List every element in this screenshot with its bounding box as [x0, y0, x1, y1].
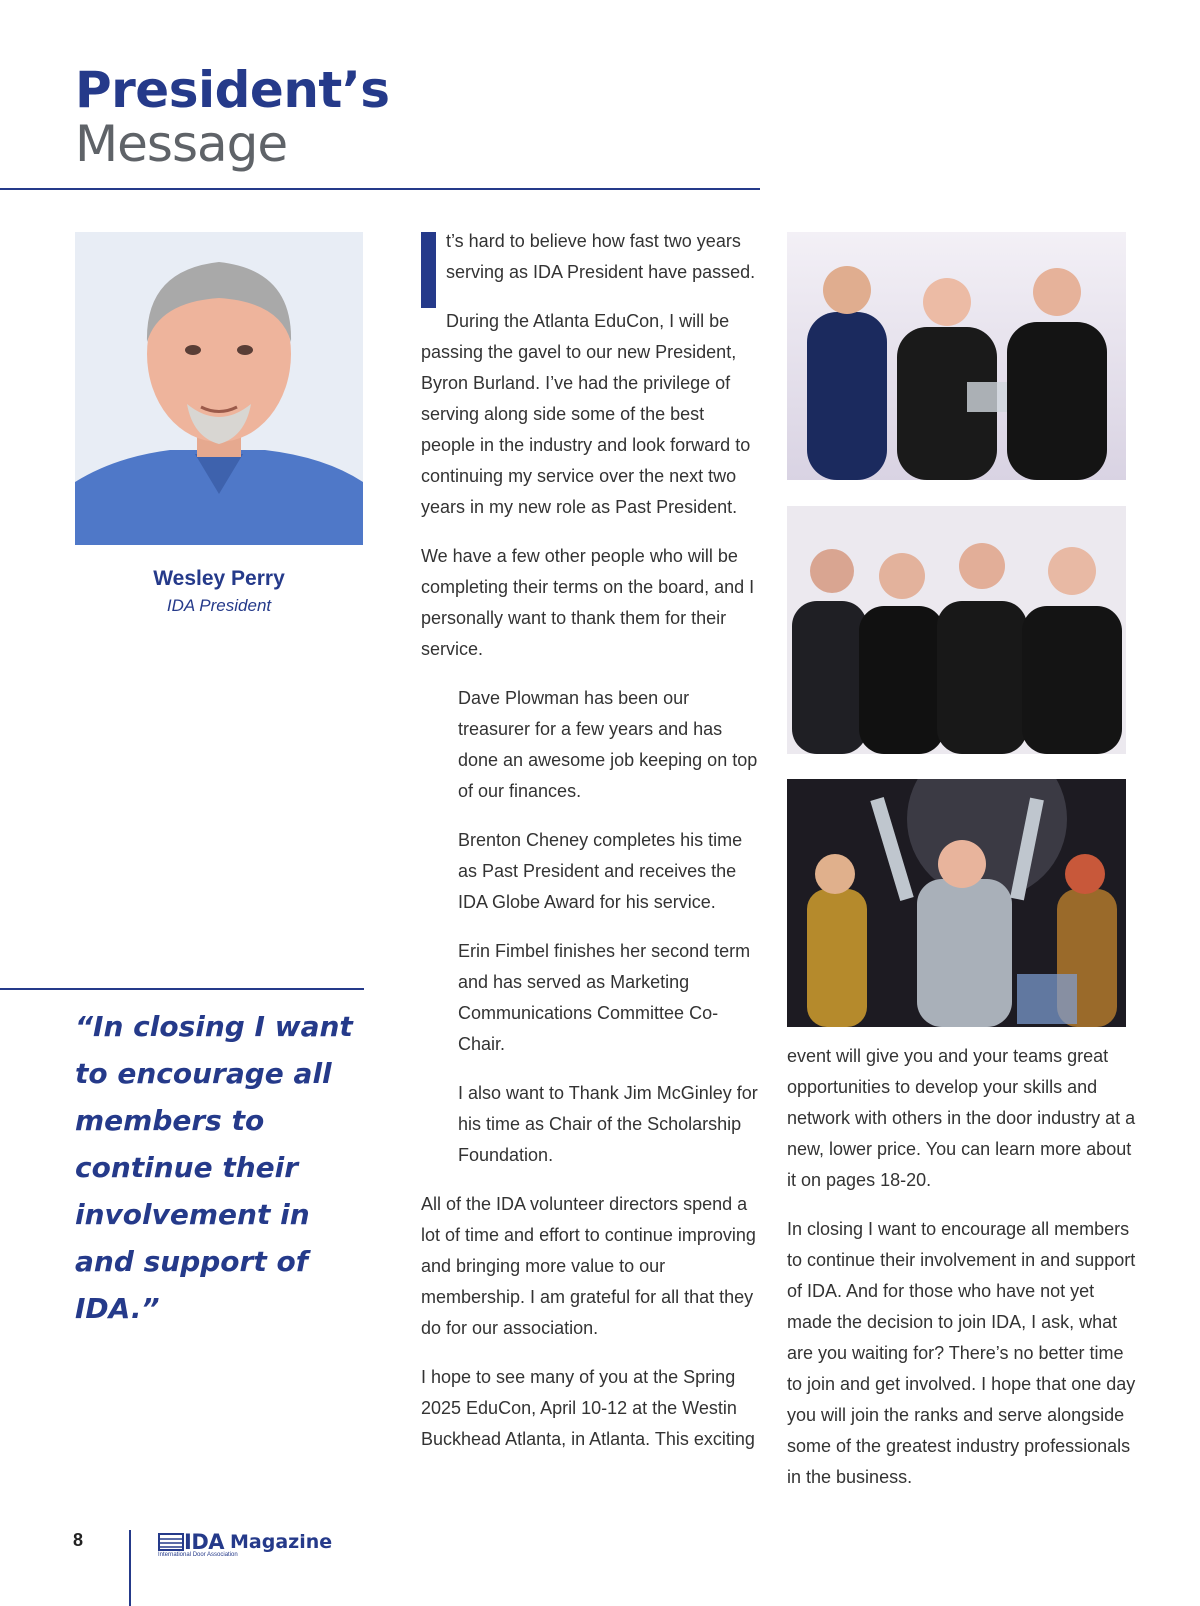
door-icon	[158, 1533, 184, 1551]
thanks-item: Brenton Cheney completes his time as Past President and receives the IDA Globe Award for his service.	[458, 830, 743, 912]
logo-ida-text: IDA	[184, 1530, 224, 1554]
president-portrait	[75, 232, 363, 545]
title-light: Message	[75, 115, 288, 173]
drop-cap-bar	[421, 232, 436, 308]
intro-text: t’s hard to believe how fast two years serving as IDA President have passed.	[446, 231, 756, 282]
thanks-item: I also want to Thank Jim McGinley for his time as Chair of the Scholarship Foundation.	[458, 1083, 758, 1165]
article-paragraph: In closing I want to encourage all members to continue their involvement in and support of IDA. And for those who have not yet made the decision to join IDA, I ask, what are you waiting for? There’s no better time to join and get involved. I hope that one day you will join the ranks and serve alongside some of the greatest industry professionals in the business.	[787, 1219, 1136, 1487]
president-name: Wesley Perry	[153, 567, 285, 590]
quote-divider	[0, 988, 364, 990]
footer-divider	[129, 1530, 131, 1606]
logo-subtext: International Door Association	[158, 1552, 238, 1558]
ida-magazine-logo	[158, 1530, 332, 1558]
article-paragraph: event will give you and your teams great opportunities to develop your skills and network with others in the door industry at a new, lower price. You can learn more about it on pages 18-20.	[787, 1046, 1136, 1190]
title-divider	[0, 188, 760, 190]
article-paragraph: I hope to see many of you at the Spring 2025 EduCon, April 10-12 at the Westin Buckhead Atlanta, in Atlanta. This exciting	[421, 1367, 755, 1449]
title-bold: President’s	[75, 61, 390, 119]
thanks-item: Dave Plowman has been our treasurer for a few years and has done an awesome job keeping on top of our finances.	[458, 688, 758, 801]
article-column-1	[421, 226, 761, 1473]
article-paragraph: We have a few other people who will be completing their terms on the board, and I personally want to thank them for their service.	[421, 546, 755, 659]
event-photo-award	[787, 232, 1126, 480]
president-role: IDA President	[166, 596, 272, 615]
page-title	[75, 61, 390, 173]
intro-paragraph	[421, 226, 761, 288]
article-paragraph: All of the IDA volunteer directors spend a lot of time and effort to continue improving and bringing more value to our membership. I am grateful for all that they do for our association.	[421, 1194, 756, 1338]
thanks-item: Erin Fimbel finishes her second term and has served as Marketing Communications Committee Co-Chair.	[458, 941, 751, 1054]
pull-quote: “In closing I want to encourage all members to continue their involvement in and support of IDA.”	[75, 1010, 353, 1325]
logo-magazine-text: Magazine	[230, 1531, 333, 1553]
article-column-2	[787, 1041, 1137, 1511]
event-photo-group	[787, 506, 1126, 754]
article-paragraph: During the Atlanta EduCon, I will be passing the gavel to our new President, Byron Burland. I’ve had the privilege of serving along side some of the best people in the industry and look forward to continuing my service over the next two years in my new role as Past President.	[421, 311, 751, 517]
page-number: 8	[73, 1530, 84, 1550]
event-photo-celebration	[787, 779, 1126, 1027]
